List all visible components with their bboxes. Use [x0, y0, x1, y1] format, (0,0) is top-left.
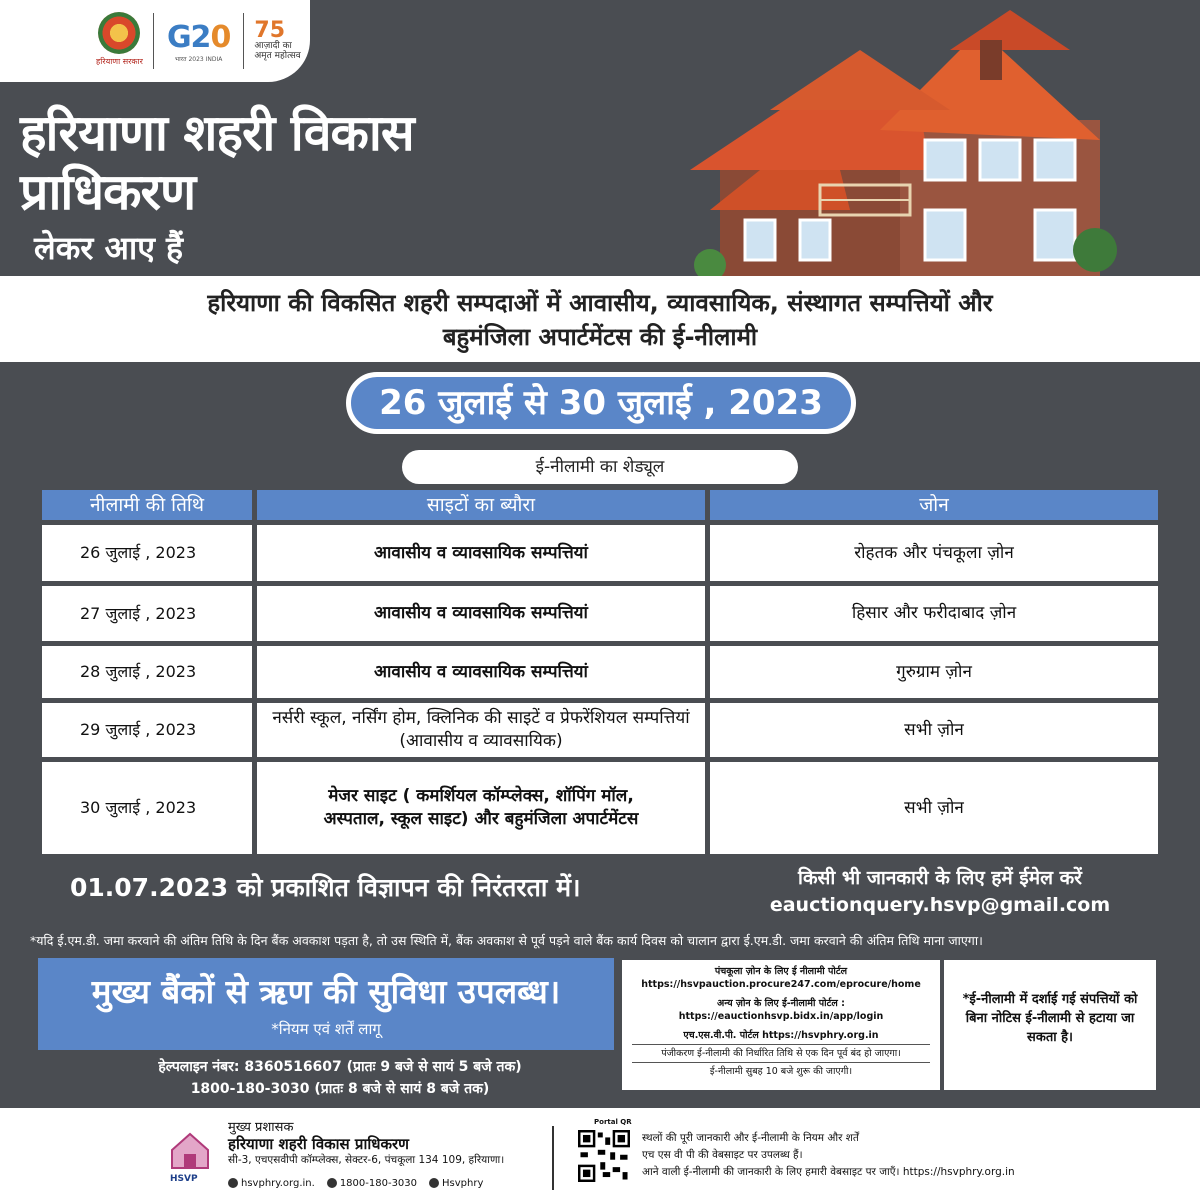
phone-icon — [327, 1178, 337, 1188]
header-details: साइटों का ब्यौरा — [257, 490, 705, 520]
removal-note: *ई-नीलामी में दर्शाई गई संपत्तियों को बिना नोटिस ई-नीलामी से हटाया जा सकता है। — [944, 960, 1156, 1090]
email-address[interactable]: eauctionquery.hsvp@gmail.com — [769, 894, 1111, 916]
social-icon — [429, 1178, 439, 1188]
info-line1: स्थलों की पूरी जानकारी और ई-नीलामी के नियम और शर्तें — [642, 1132, 859, 1144]
date-range-pill: 26 जुलाई से 30 जुलाई , 2023 — [346, 372, 856, 434]
row-date: 26 जुलाई , 2023 — [42, 525, 252, 581]
helpline — [140, 1056, 540, 1100]
title-line2: प्राधिकरण — [20, 163, 196, 221]
azadi-line1: आज़ादी का — [254, 41, 292, 52]
g20-subtext: भारत 2023 INDIA — [174, 55, 223, 63]
org-name: हरियाणा शहरी विकास प्राधिकरण — [228, 1135, 409, 1153]
portal-qr-code[interactable] — [578, 1130, 630, 1182]
emblem-caption: हरियाणा सरकार — [96, 57, 143, 66]
header-date: नीलामी की तिथि — [42, 490, 252, 520]
page-title — [20, 104, 414, 222]
panchkula-portal-label: पंचकूला ज़ोन के लिए ई नीलामी पोर्टल — [714, 966, 848, 977]
row-zone: गुरुग्राम ज़ोन — [710, 646, 1158, 698]
row-details: आवासीय व व्यावसायिक सम्पत्तियां — [257, 646, 705, 698]
row-details: मेजर साइट ( कमर्शियल कॉम्प्लेक्स, शॉपिंग मॉल, अस्पताल, स्कूल साइट) और बहुमंजिला अपार्टमेंटस — [257, 762, 705, 854]
header-zone: जोन — [710, 490, 1158, 520]
logo-divider — [243, 13, 245, 69]
loan-headline: मुख्य बैंकों से ऋण की सुविधा उपलब्ध। — [91, 972, 561, 1011]
info-line2: एच एस वी पी की वेबसाइट पर उपलब्ध हैं। — [642, 1149, 803, 1161]
row-details: आवासीय व व्यावसायिक सम्पत्तियां — [257, 586, 705, 641]
azadi-number: 75 — [254, 18, 286, 44]
website-contact[interactable] — [228, 1178, 315, 1189]
page-subtitle: लेकर आए हैं — [34, 229, 184, 267]
admin-title: मुख्य प्रशासक — [228, 1120, 294, 1135]
table-header — [42, 490, 1158, 520]
panchkula-portal-url[interactable]: https://hsvpauction.procure247.com/eprocure/home — [641, 979, 921, 990]
emblem-seal-icon — [98, 12, 140, 54]
g20-mark: G20 — [166, 19, 231, 55]
footer-address-block — [228, 1120, 504, 1168]
other-portal-url[interactable]: https://eauctionhsvp.bidx.in/app/login — [678, 1011, 884, 1022]
info-line3: आने वाली ई-नीलामी की जानकारी के लिए हमारी वेबसाइट पर जाएँ। https://hsvphry.org.in — [642, 1166, 1015, 1178]
start-note: ई-नीलामी सुबह 10 बजे शुरू की जाएगी। — [709, 1066, 853, 1077]
haryana-emblem — [96, 12, 143, 70]
schedule-label: ई-नीलामी का शेड्यूल — [402, 450, 798, 484]
header-logos — [0, 0, 310, 82]
row-zone: सभी ज़ोन — [710, 762, 1158, 854]
table-row — [42, 646, 1158, 698]
row-details: आवासीय व व्यावसायिक सम्पत्तियां — [257, 525, 705, 581]
hsvp-portal[interactable]: एच.एस.वी.पी. पोर्टल https://hsvphry.org.in — [683, 1030, 879, 1041]
social-contact[interactable] — [429, 1178, 483, 1189]
website-text: hsvphry.org.in. — [241, 1178, 315, 1189]
intro-line1: हरियाणा की विकसित शहरी सम्पदाओं में आवासीय, व्यावसायिक, संस्थागत सम्पत्तियों और — [207, 289, 993, 317]
intro-line2: बहुमंजिला अपार्टमेंटस की ई-नीलामी — [442, 323, 758, 351]
registration-note: पंजीकरण ई-नीलामी की निर्धारित तिथि से एक दिन पूर्व बंद हो जाएगा। — [661, 1048, 901, 1059]
loan-banner — [38, 958, 614, 1050]
schedule-table — [42, 490, 1158, 854]
email-label: किसी भी जानकारी के लिए हमें ईमेल करें — [798, 867, 1082, 889]
hsvp-logo-text: HSVP — [170, 1174, 198, 1184]
helpline-line1: हेल्पलाइन नंबर: 8360516607 (प्रातः 9 बजे से सायं 5 बजे तक) — [158, 1059, 522, 1075]
footer-divider — [552, 1126, 554, 1190]
other-portal-label: अन्य ज़ोन के लिए ई-नीलामी पोर्टल : — [717, 998, 845, 1009]
azadi-logo — [254, 20, 310, 62]
logo-divider — [153, 13, 155, 69]
divider — [632, 1062, 930, 1063]
title-line1: हरियाणा शहरी विकास — [20, 104, 414, 162]
row-date: 27 जुलाई , 2023 — [42, 586, 252, 641]
house-illustration — [650, 10, 1150, 280]
emd-disclaimer: *यदि ई.एम.डी. जमा करवाने की अंतिम तिथि के दिन बैंक अवकाश पड़ता है, तो उस स्थिति में, बैंक अवकाश से पूर्व पड़ने वाले बैंक कार्य दिवस को चालान द्वारा ई.एम.डी. जमा करवाने की अंतिम तिथि माना जाएगा। — [30, 933, 983, 948]
table-row — [42, 762, 1158, 854]
row-date: 30 जुलाई , 2023 — [42, 762, 252, 854]
continuation-note: 01.07.2023 को प्रकाशित विज्ञापन की निरंतरता में। — [70, 873, 581, 902]
g20-logo — [164, 20, 232, 63]
divider — [632, 1044, 930, 1045]
row-zone: हिसार और फरीदाबाद ज़ोन — [710, 586, 1158, 641]
org-address: सी-3, एचएसवीपी कॉम्प्लेक्स, सेक्टर-6, पंचकूला 134 109, हरियाणा। — [228, 1154, 505, 1166]
loan-terms: *नियम एवं शर्तें लागू — [271, 1020, 381, 1038]
table-row — [42, 703, 1158, 757]
footer-info — [642, 1130, 1015, 1181]
phone-text: 1800-180-3030 — [339, 1178, 418, 1189]
row-date: 29 जुलाई , 2023 — [42, 703, 252, 757]
row-date: 28 जुलाई , 2023 — [42, 646, 252, 698]
qr-label: Portal QR — [594, 1118, 632, 1126]
row-details: नर्सरी स्कूल, नर्सिंग होम, क्लिनिक की साइटें व प्रेफरेंशियल सम्पत्तियां (आवासीय व व्यावसायिक) — [257, 703, 705, 757]
row-zone: सभी ज़ोन — [710, 703, 1158, 757]
helpline-line2: 1800-180-3030 (प्रातः 8 बजे से सायं 8 बजे तक) — [190, 1081, 490, 1097]
phone-contact[interactable] — [327, 1178, 417, 1189]
row-zone: रोहतक और पंचकूला ज़ोन — [710, 525, 1158, 581]
email-query — [740, 864, 1140, 916]
azadi-line2: अमृत महोत्सव — [254, 51, 301, 61]
table-row — [42, 586, 1158, 641]
social-text: Hsvphry — [442, 1178, 484, 1189]
portal-info-box — [622, 960, 940, 1090]
footer-contacts — [228, 1178, 483, 1189]
footer — [0, 1108, 1200, 1200]
table-row — [42, 525, 1158, 581]
globe-icon — [228, 1178, 238, 1188]
intro-band — [0, 276, 1200, 362]
